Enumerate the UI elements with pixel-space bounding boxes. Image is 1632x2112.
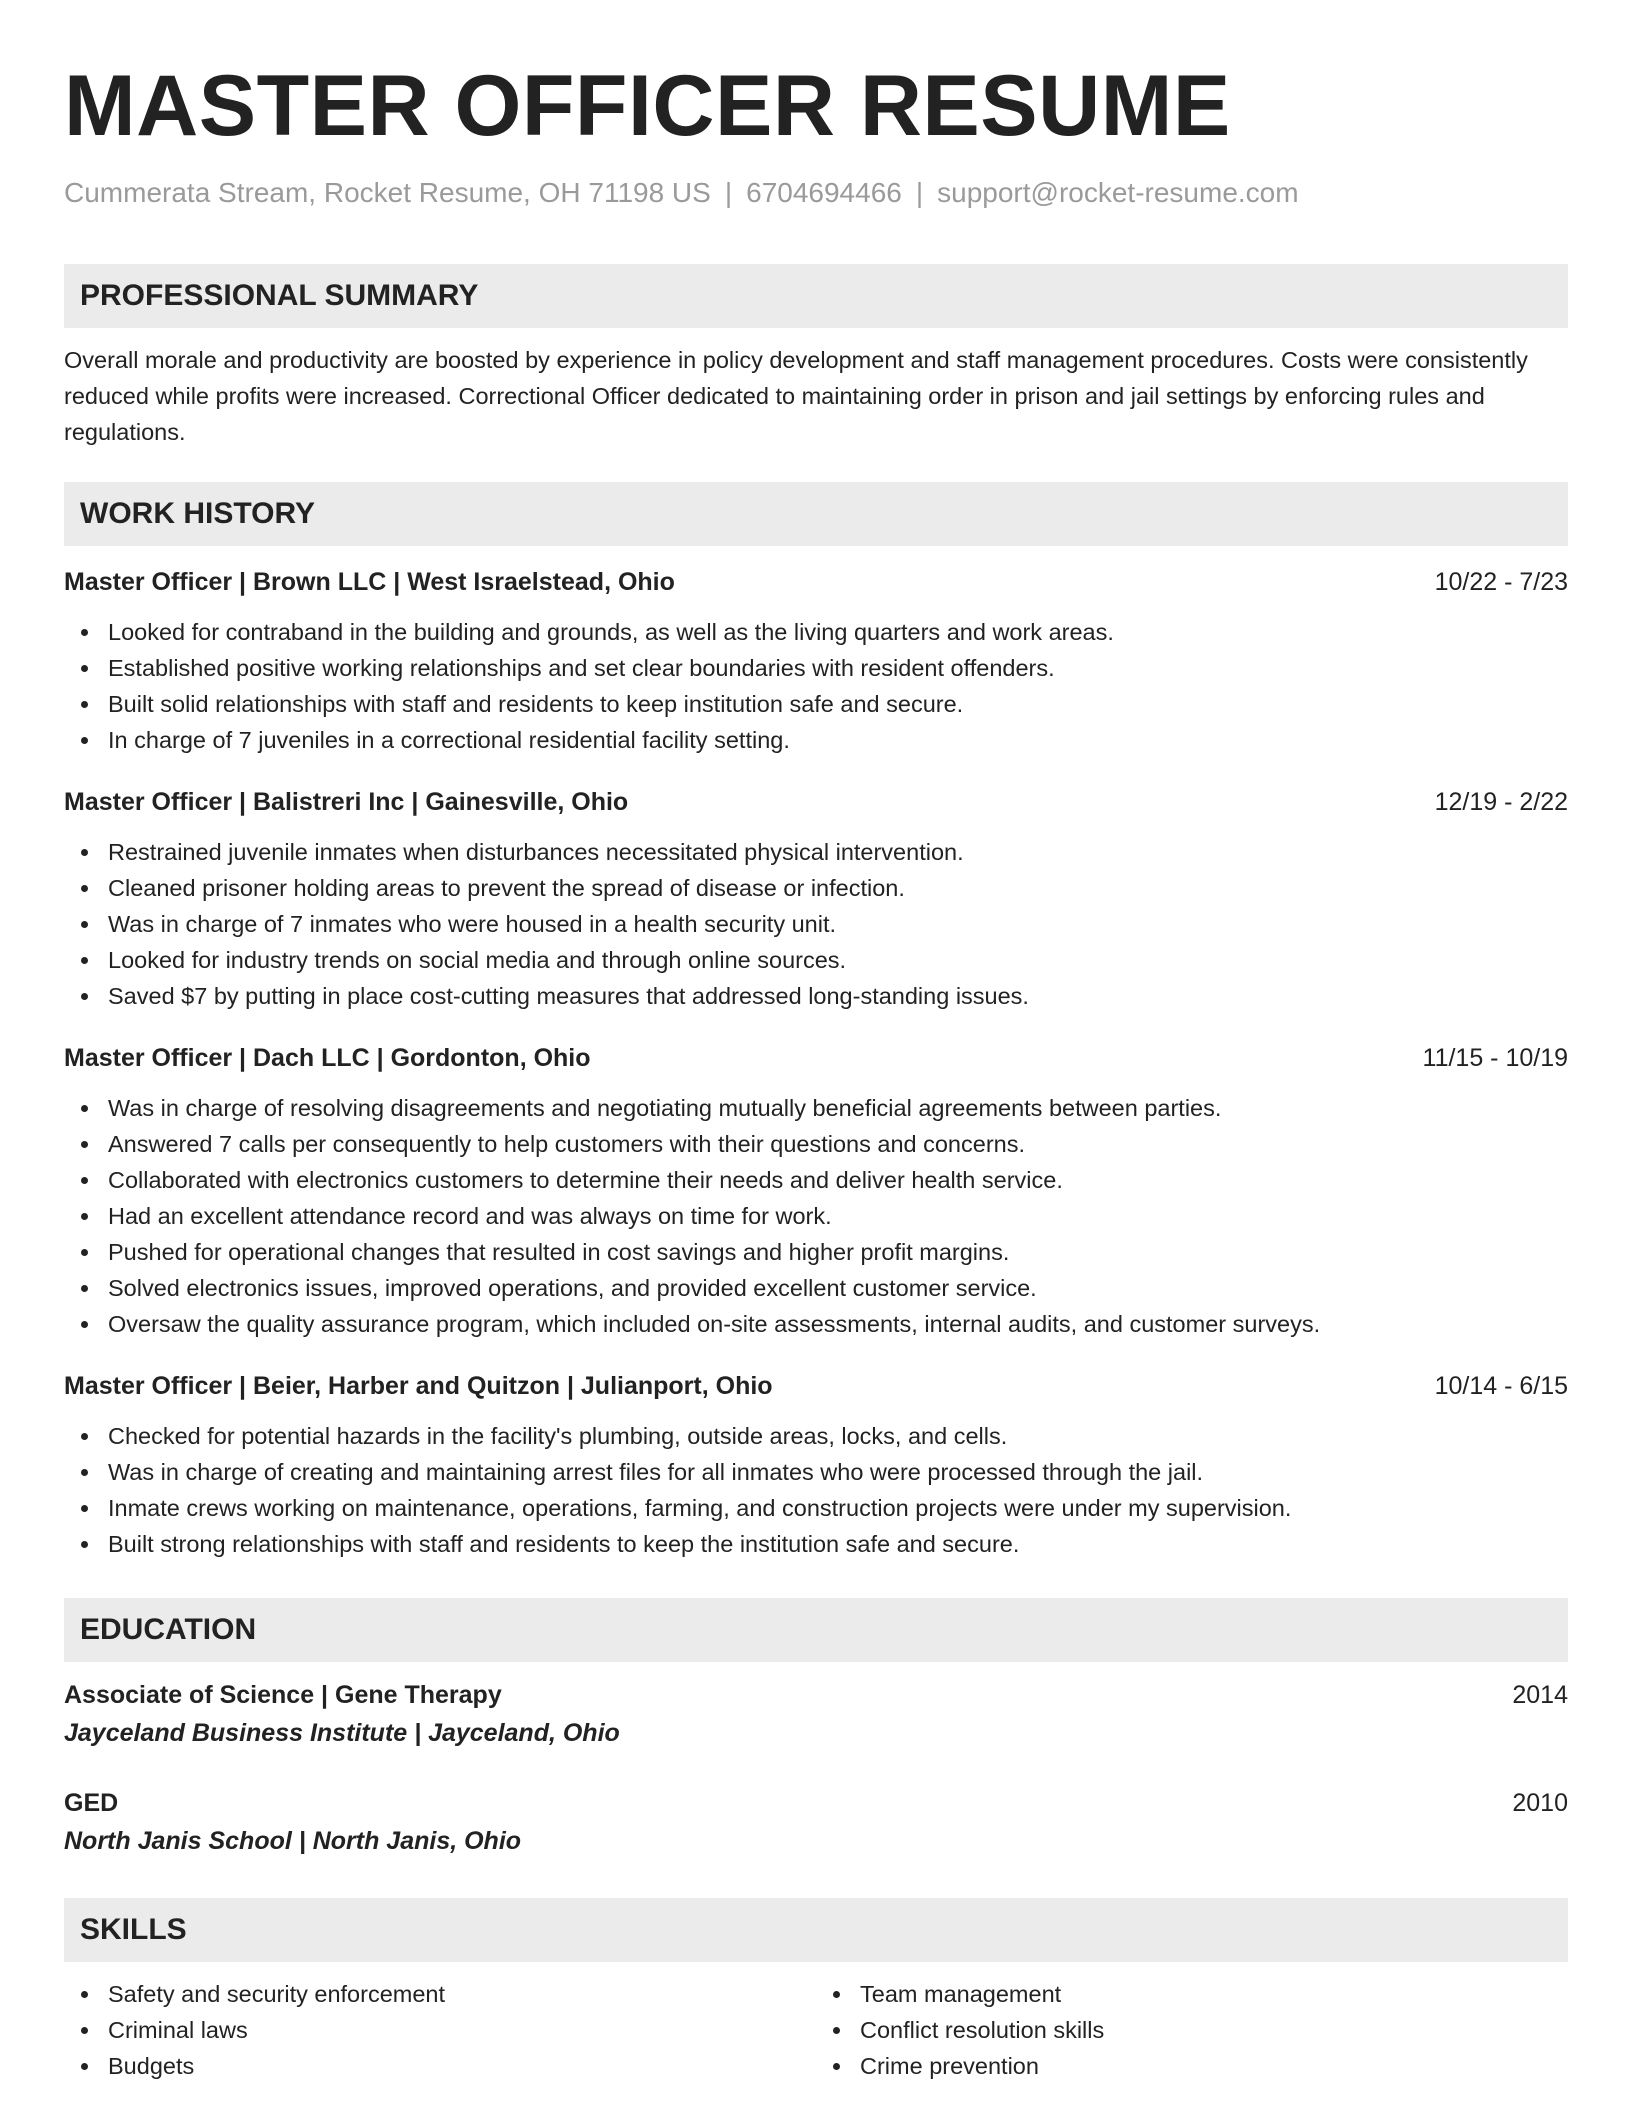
skill-item: Conflict resolution skills	[860, 2012, 1568, 2048]
education-entry	[64, 1784, 1568, 1860]
resume-title: MASTER OFFICER RESUME	[64, 58, 1231, 154]
list-item: Pushed for operational changes that resulted in cost savings and higher profit margins.	[108, 1234, 1568, 1270]
work-history-heading: WORK HISTORY	[64, 482, 1568, 546]
education-degree: Associate of Science | Gene Therapy	[64, 1681, 502, 1709]
skill-item: Criminal laws	[108, 2012, 816, 2048]
list-item: Solved electronics issues, improved operations, and provided excellent customer service.	[108, 1270, 1568, 1306]
job-duties	[64, 614, 1568, 758]
job-dates: 10/14 - 6/15	[1434, 1372, 1568, 1400]
list-item: Collaborated with electronics customers to determine their needs and deliver health service.	[108, 1162, 1568, 1198]
job-title: Master Officer | Brown LLC | West Israelstead, Ohio	[64, 568, 675, 596]
job-entry	[64, 564, 1568, 758]
education-school: Jayceland Business Institute | Jayceland, Ohio	[64, 1719, 620, 1747]
list-item: Inmate crews working on maintenance, operations, farming, and construction projects were under my supervision.	[108, 1490, 1568, 1526]
list-item: Answered 7 calls per consequently to help customers with their questions and concerns.	[108, 1126, 1568, 1162]
contact-phone: 6704694466	[746, 177, 902, 208]
summary-heading: PROFESSIONAL SUMMARY	[64, 264, 1568, 328]
education-year: 2010	[1512, 1789, 1568, 1817]
skills-heading: SKILLS	[64, 1898, 1568, 1962]
job-title: Master Officer | Beier, Harber and Quitzon | Julianport, Ohio	[64, 1372, 773, 1400]
contact-separator: |	[915, 177, 924, 208]
summary-text: Overall morale and productivity are boosted by experience in policy development and staff management procedures. Costs were consistently reduced while profits were increased. Correctional Officer dedicated to maintaining order in prison and jail settings by enforcing rules and regulations.	[64, 347, 1528, 445]
job-dates: 12/19 - 2/22	[1434, 788, 1568, 816]
job-dates: 10/22 - 7/23	[1434, 568, 1568, 596]
list-item: Saved $7 by putting in place cost-cutting measures that addressed long-standing issues.	[108, 978, 1568, 1014]
job-entry	[64, 1368, 1568, 1562]
job-title: Master Officer | Balistreri Inc | Gainesville, Ohio	[64, 788, 629, 816]
skill-item: Budgets	[108, 2048, 816, 2084]
education-entry	[64, 1676, 1568, 1752]
job-dates: 11/15 - 10/19	[1422, 1044, 1568, 1072]
education-year: 2014	[1512, 1681, 1568, 1709]
job-title: Master Officer | Dach LLC | Gordonton, Ohio	[64, 1044, 591, 1072]
list-item: Was in charge of 7 inmates who were housed in a health security unit.	[108, 906, 1568, 942]
list-item: Established positive working relationships and set clear boundaries with resident offenders.	[108, 650, 1568, 686]
list-item: Built strong relationships with staff and residents to keep the institution safe and secure.	[108, 1526, 1568, 1562]
list-item: Was in charge of resolving disagreements and negotiating mutually beneficial agreements between parties.	[108, 1090, 1568, 1126]
education-school: North Janis School | North Janis, Ohio	[64, 1827, 522, 1855]
list-item: Checked for potential hazards in the facility's plumbing, outside areas, locks, and cells.	[108, 1418, 1568, 1454]
job-entry	[64, 784, 1568, 1014]
job-duties	[64, 1090, 1568, 1342]
skill-item: Team management	[860, 1976, 1568, 2012]
skills-column-left	[64, 1976, 816, 2084]
list-item: In charge of 7 juveniles in a correctional residential facility setting.	[108, 722, 1568, 758]
contact-email: support@rocket-resume.com	[937, 177, 1299, 208]
list-item: Restrained juvenile inmates when disturbances necessitated physical intervention.	[108, 834, 1568, 870]
list-item: Looked for contraband in the building and grounds, as well as the living quarters and work areas.	[108, 614, 1568, 650]
skills-list	[64, 1976, 1568, 2084]
job-entry	[64, 1040, 1568, 1342]
list-item: Looked for industry trends on social media and through online sources.	[108, 942, 1568, 978]
education-heading: EDUCATION	[64, 1598, 1568, 1662]
job-duties	[64, 834, 1568, 1014]
list-item: Had an excellent attendance record and was always on time for work.	[108, 1198, 1568, 1234]
list-item: Oversaw the quality assurance program, which included on-site assessments, internal audits, and customer surveys.	[108, 1306, 1568, 1342]
contact-address: Cummerata Stream, Rocket Resume, OH 71198 US	[64, 177, 711, 208]
education-degree: GED	[64, 1789, 119, 1817]
job-duties	[64, 1418, 1568, 1562]
skill-item: Safety and security enforcement	[108, 1976, 816, 2012]
skill-item: Crime prevention	[860, 2048, 1568, 2084]
contact-separator: |	[724, 177, 733, 208]
contact-line	[64, 176, 1568, 210]
list-item: Was in charge of creating and maintaining arrest files for all inmates who were processed through the jail.	[108, 1454, 1568, 1490]
skills-column-right	[816, 1976, 1568, 2084]
list-item: Built solid relationships with staff and residents to keep institution safe and secure.	[108, 686, 1568, 722]
list-item: Cleaned prisoner holding areas to prevent the spread of disease or infection.	[108, 870, 1568, 906]
